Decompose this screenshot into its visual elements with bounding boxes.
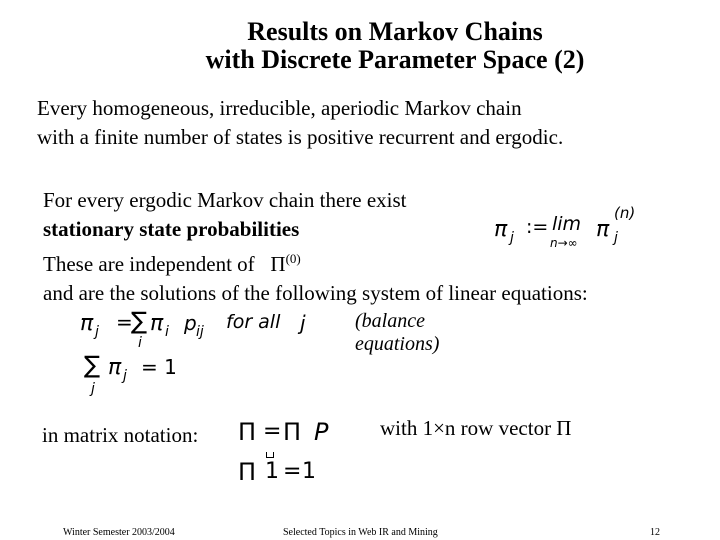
- formula-superscript: (n): [614, 204, 636, 222]
- sum-symbol: ∑: [84, 351, 101, 379]
- formula-subscript: j: [123, 368, 127, 384]
- stationary-definition-formula: [494, 203, 654, 255]
- matrix-notation-label: in matrix notation:: [42, 423, 199, 447]
- footer-semester: Winter Semester 2003/2004: [63, 527, 175, 538]
- formula-lim-subscript: n→∞: [550, 236, 578, 250]
- balance-equation: [80, 307, 330, 353]
- row-vector-note: with 1×n row vector Π: [380, 416, 572, 440]
- ones-vector: 1: [265, 459, 279, 484]
- paragraph-line: Every homogeneous, irreducible, aperiodic Markov chain: [37, 96, 522, 120]
- slide-title-line-1: Results on Markov Chains: [247, 17, 543, 46]
- sum-index: j: [91, 381, 95, 397]
- initial-distribution-symbol: Π: [270, 252, 286, 276]
- footer-course-title: Selected Topics in Web IR and Mining: [283, 527, 438, 538]
- independence-text: These are independent of: [43, 252, 255, 276]
- paragraph-line: and are the solutions of the following system of linear equations:: [43, 281, 588, 305]
- footer-page-number: 12: [650, 527, 660, 538]
- stationary-vector: Π: [283, 418, 302, 446]
- forall-index: j: [300, 311, 306, 335]
- formula-lim: lim: [552, 213, 582, 235]
- transition-probability: p: [184, 311, 197, 335]
- balance-equations-note: [355, 310, 439, 356]
- formula-pi: π: [150, 311, 164, 336]
- sum-symbol: ∑: [131, 307, 148, 335]
- slide-title: [0, 18, 720, 74]
- initial-distribution-superscript: (0): [285, 251, 301, 266]
- vector-accent: [266, 452, 274, 458]
- formula-assign: :=: [526, 216, 549, 238]
- paragraph-line-bold: stationary state probabilities: [43, 217, 300, 241]
- formula-pi: π: [80, 311, 94, 336]
- stationary-vector: Π: [238, 458, 257, 486]
- note-line: (balance: [355, 310, 425, 332]
- formula-subscript: ij: [196, 324, 204, 340]
- note-line: equations): [355, 333, 440, 355]
- formula-subscript: j: [614, 230, 618, 246]
- formula-equals: =: [116, 310, 133, 334]
- formula-pi: π: [108, 355, 122, 380]
- matrix-equations: [236, 418, 356, 490]
- paragraph-line: For every ergodic Markov chain there exist: [43, 188, 407, 212]
- paragraph-homogeneous: [37, 94, 563, 152]
- matrix-rhs-one: 1: [302, 459, 316, 484]
- formula-subscript: j: [95, 324, 99, 340]
- slide-title-line-2: with Discrete Parameter Space (2): [205, 45, 585, 74]
- formula-subscript: j: [510, 230, 514, 246]
- stationary-vector: Π: [238, 418, 257, 446]
- normalization-equation: [84, 351, 194, 403]
- sum-index: i: [138, 335, 142, 351]
- formula-subscript: i: [165, 324, 169, 340]
- forall-text: for all: [226, 311, 281, 333]
- normalization-rhs: = 1: [141, 355, 177, 379]
- formula-pi: π: [596, 217, 610, 242]
- transition-matrix: P: [314, 418, 329, 446]
- formula-equals: =: [283, 459, 302, 484]
- formula-pi: π: [494, 217, 508, 242]
- formula-equals: =: [263, 419, 282, 444]
- paragraph-line: with a finite number of states is positive recurrent and ergodic.: [37, 125, 564, 149]
